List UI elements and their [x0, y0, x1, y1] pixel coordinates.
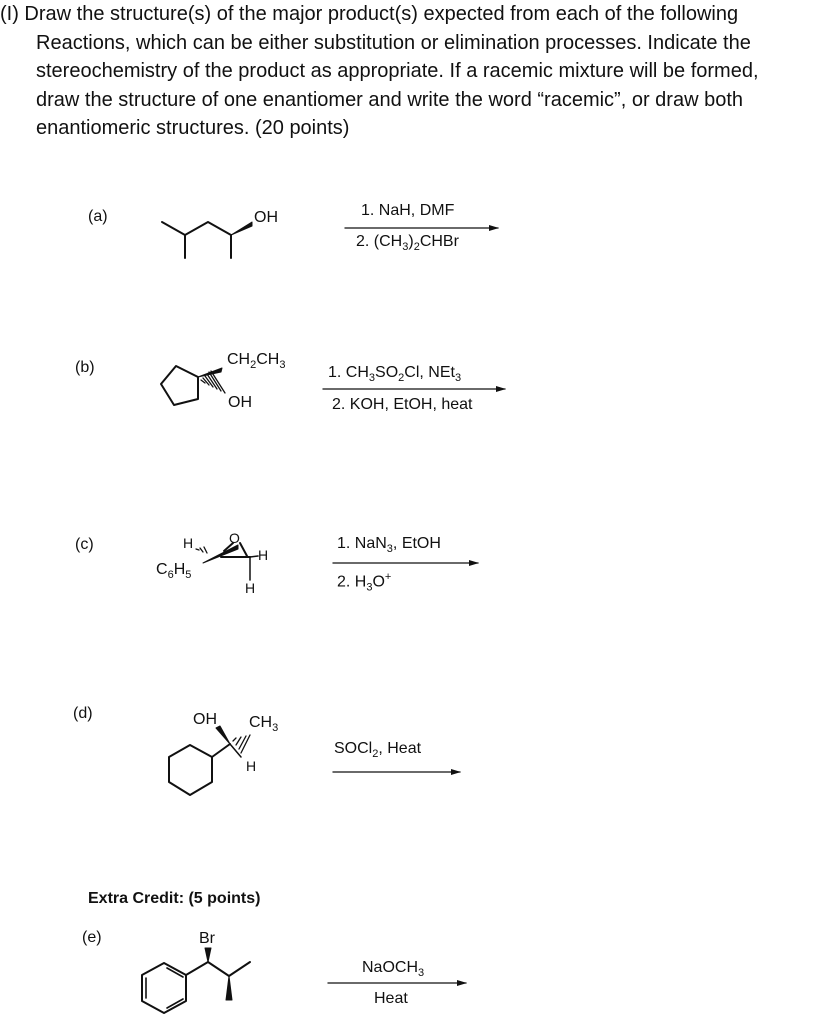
- instructions-line-1: (I) Draw the structure(s) of the major product(s) expected from each of the following: [0, 3, 739, 25]
- molecule-c: [196, 543, 258, 580]
- reagent-b-2: 2. KOH, EtOH, heat: [332, 396, 473, 413]
- reagent-c-1: 1. NaN$_3$, EtOH: [337, 535, 441, 556]
- atom-h-d: H: [246, 758, 257, 774]
- problem-a-label: (a): [88, 208, 108, 225]
- atom-h-c-1: H: [183, 535, 194, 551]
- molecule-b: [161, 366, 225, 405]
- reagent-e-2: Heat: [374, 990, 408, 1007]
- atom-o-c: O: [229, 530, 240, 546]
- reagent-c-2: 2. $H_3O^+$: [337, 571, 392, 594]
- problem-c-label: (c): [75, 536, 94, 553]
- reagent-a-1: 1. NaH, DMF: [361, 202, 455, 219]
- atom-phenyl-c: $C_6H_5$: [156, 561, 192, 582]
- reagent-b-1: 1. $CH_3SO_2Cl$, NEt$_3$: [328, 364, 462, 385]
- extra-credit-heading: Extra Credit: (5 points): [88, 890, 261, 907]
- atom-oh-b: OH: [228, 394, 252, 411]
- problem-b-label: (b): [75, 359, 95, 376]
- molecule-a: [162, 222, 252, 258]
- atom-methyl-d: $CH_3$: [249, 714, 279, 735]
- problem-d-label: (d): [73, 705, 93, 722]
- instructions-line-5: enantiomeric structures. (20 points): [36, 117, 350, 139]
- molecule-e: [142, 948, 250, 1013]
- reagent-a-2: 2. $(CH_3)_2CHBr$: [356, 233, 459, 254]
- atom-br-e: Br: [199, 930, 215, 947]
- instructions-line-3: stereochemistry of the product as appropriate. If a racemic mixture will be formed,: [36, 60, 759, 82]
- instructions-line-4: draw the structure of one enantiomer and write the word “racemic”, or draw both: [36, 88, 743, 111]
- atom-h-c-2: H: [258, 547, 269, 563]
- molecule-d: [169, 726, 250, 795]
- problem-e-label: (e): [82, 929, 102, 946]
- atom-oh-d: OH: [193, 711, 217, 728]
- reagent-e-1: NaOCH$_3$: [362, 959, 425, 980]
- instructions-line-2: Reactions, which can be either substitution or elimination processes. Indicate the: [36, 31, 751, 54]
- atom-h-c-3: H: [245, 580, 256, 596]
- atom-ethyl-b: $CH_2CH_3$: [227, 351, 286, 372]
- reagent-d-1: SOCl$_2$, Heat: [334, 740, 422, 761]
- atom-oh-a: OH: [254, 209, 278, 226]
